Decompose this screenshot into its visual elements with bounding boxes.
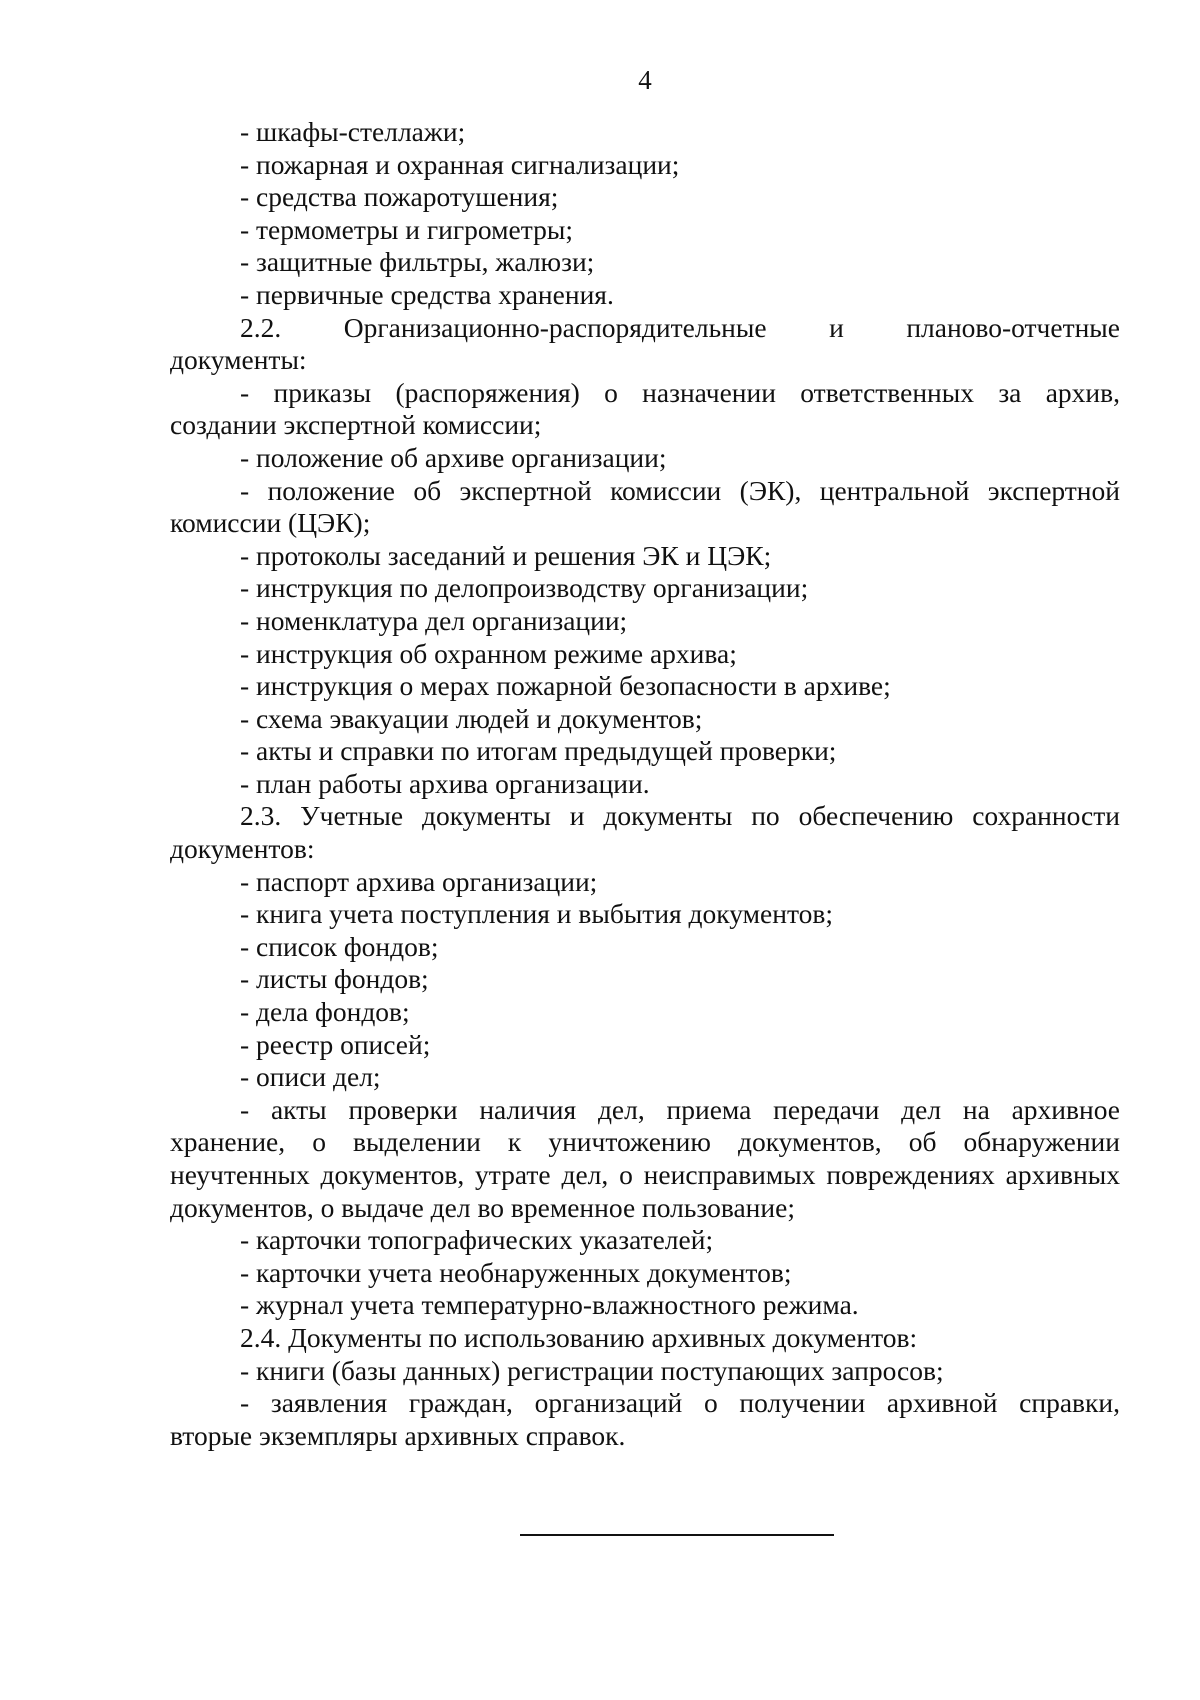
list-item: - план работы архива организации. xyxy=(240,767,650,799)
section-title-word: планово-отчетные xyxy=(906,311,1120,343)
section-heading-2-3: 2.3. Учетные документы и документы по обеспечению сохранности xyxy=(240,800,1120,832)
list-item: - листы фондов; xyxy=(240,963,429,995)
list-item: - защитные фильтры, жалюзи; xyxy=(240,246,595,278)
section-number: 2.2. xyxy=(240,311,282,343)
list-item: - заявления граждан, организаций о получении архивной справки, xyxy=(240,1387,1120,1419)
list-item: - инструкция об охранном режиме архива; xyxy=(240,637,737,669)
list-item: - первичные средства хранения. xyxy=(240,278,614,310)
list-item: - карточки топографических указателей; xyxy=(240,1224,714,1256)
section-heading-continuation: документы: xyxy=(170,344,307,376)
list-item: - шкафы-стеллажи; xyxy=(240,116,466,147)
list-item: - паспорт архива организации; xyxy=(240,865,598,897)
list-item: - журнал учета температурно-влажностного режима. xyxy=(240,1289,859,1321)
list-item-continuation: документов, о выдаче дел во временное пользование; xyxy=(170,1191,795,1223)
section-title-word: Организационно-распорядительные xyxy=(343,311,767,343)
list-item: - реестр описей; xyxy=(240,1028,431,1060)
list-item: - карточки учета необнаруженных документов; xyxy=(240,1256,792,1288)
list-item: - схема эвакуации людей и документов; xyxy=(240,702,703,734)
list-item: - акты проверки наличия дел, приема передачи дел на архивное xyxy=(240,1093,1120,1125)
list-item: - средства пожаротушения; xyxy=(240,181,559,213)
list-item: - протоколы заседаний и решения ЭК и ЦЭК; xyxy=(240,539,772,571)
section-heading-2-4: 2.4. Документы по использованию архивных документов: xyxy=(240,1321,918,1353)
page-number: 4 xyxy=(638,65,652,95)
section-heading-continuation: документов: xyxy=(170,833,315,865)
list-item: - книга учета поступления и выбытия документов; xyxy=(240,898,834,930)
list-item: - пожарная и охранная сигнализации; xyxy=(240,148,680,180)
list-item: - инструкция по делопроизводству организации; xyxy=(240,572,809,604)
list-item: - книги (базы данных) регистрации поступающих запросов; xyxy=(240,1354,944,1386)
list-item-continuation: создании экспертной комиссии; xyxy=(170,409,542,441)
list-item-continuation: вторые экземпляры архивных справок. xyxy=(170,1419,626,1451)
list-item: - приказы (распоряжения) о назначении ответственных за архив, xyxy=(240,376,1120,408)
list-item-continuation: хранение, о выделении к уничтожению документов, об обнаружении xyxy=(170,1126,1120,1158)
list-item: - описи дел; xyxy=(240,1061,381,1093)
section-heading-2-2 xyxy=(170,312,1120,345)
section-title-word: и xyxy=(829,311,844,343)
list-item: - акты и справки по итогам предыдущей проверки; xyxy=(240,735,837,767)
list-item: - положение об архиве организации; xyxy=(240,441,667,473)
document-body xyxy=(170,116,1120,1452)
list-item: - положение об экспертной комиссии (ЭК), центральной экспертной xyxy=(240,474,1120,506)
list-item: - номенклатура дел организации; xyxy=(240,604,628,636)
list-item: - инструкция о мерах пожарной безопасности в архиве; xyxy=(240,670,891,702)
list-item-continuation: комиссии (ЦЭК); xyxy=(170,507,371,539)
list-item: - список фондов; xyxy=(240,930,439,962)
list-item-continuation: неучтенных документов, утрате дел, о неисправимых повреждениях архивных xyxy=(170,1159,1120,1190)
list-item: - термометры и гигрометры; xyxy=(240,213,573,245)
end-divider-line xyxy=(520,1534,834,1536)
list-item: - дела фондов; xyxy=(240,996,410,1028)
